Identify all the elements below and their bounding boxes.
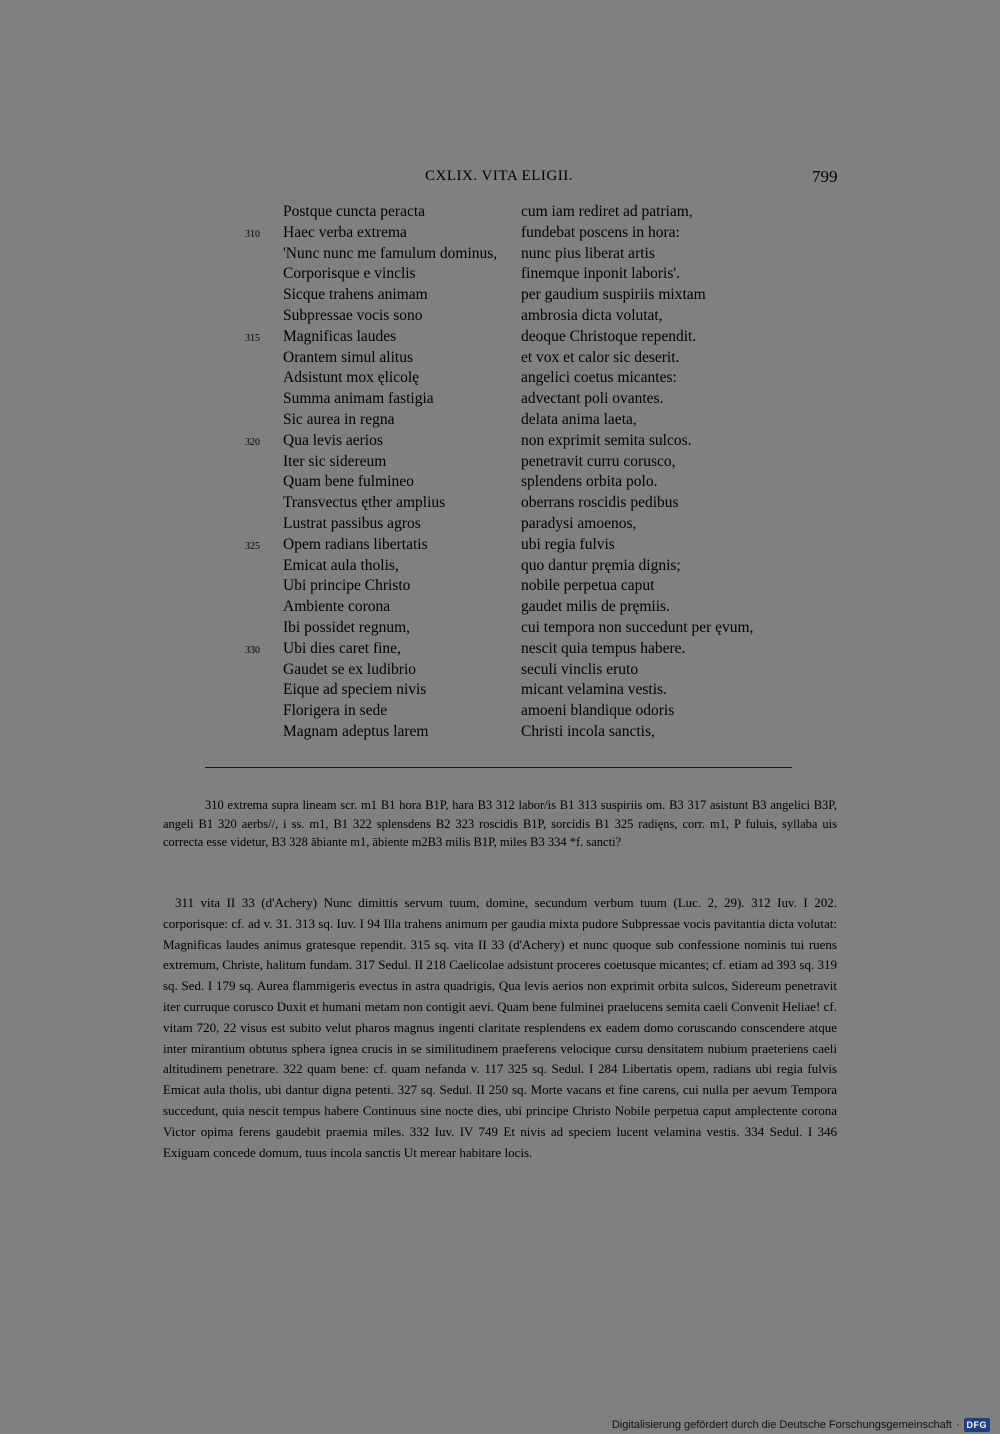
verse-line: [0, 244, 1000, 265]
verse-line: [0, 306, 1000, 327]
second-hemistich: penetravit curru corusco,: [521, 452, 676, 470]
apparatus-criticus: [163, 796, 837, 852]
second-hemistich: splendens orbita polo.: [521, 473, 658, 491]
verse-line: [0, 660, 1000, 681]
apparatus-criticus-text: 310 extrema supra lineam scr. m1 B1 hora B1P, hara B3 312 labor/is B1 313 suspiriis om. B3 317 asistunt B3 angelici B3P, angeli B1 320 aerbs//, i ss. m1, B1 322 splensdens B2 323 roscidis B1P, sorcidis B1 325 radięns, corr. m1, P fuluis, syllaba uis correcta esse videtur, B3 328 ābiante m1, ābiente m2B3 milis B1P, miles B3 334 *f. sancti?: [163, 798, 837, 849]
verse-line: [0, 452, 1000, 473]
first-hemistich: Sic aurea in regna: [283, 410, 395, 428]
second-hemistich: nunc pius liberat artis: [521, 244, 655, 262]
second-hemistich: et vox et calor sic deserit.: [521, 348, 680, 366]
second-hemistich: cum iam rediret ad patriam,: [521, 203, 693, 220]
first-hemistich: 'Nunc nunc me famulum dominus,: [283, 244, 498, 262]
verse-line: [0, 410, 1000, 431]
second-hemistich: ambrosia dicta volutat,: [521, 306, 663, 324]
first-hemistich: Magnificas laudes: [283, 327, 397, 345]
first-hemistich: Eique ad speciem nivis: [283, 681, 427, 699]
first-hemistich: Emicat aula tholis,: [283, 556, 399, 574]
second-hemistich: Christi incola sanctis,: [521, 722, 655, 740]
second-hemistich: micant velamina vestis.: [521, 681, 667, 699]
first-hemistich: Corporisque e vinclis: [283, 265, 416, 283]
funding-footer: [612, 1416, 990, 1434]
verse-line: [0, 535, 1000, 556]
second-hemistich: amoeni blandique odoris: [521, 702, 675, 720]
first-hemistich: Summa animam fastigia: [283, 390, 434, 408]
verse-line: [0, 223, 1000, 244]
funding-text: Digitalisierung gefördert durch die Deutsche Forschungsgemeinschaft: [611, 1419, 952, 1431]
second-hemistich: delata anima laeta,: [521, 410, 637, 428]
page-number: 799: [812, 167, 838, 186]
second-hemistich: nescit quia tempus habere.: [521, 639, 686, 657]
footer-separator: ·: [955, 1419, 960, 1431]
verse-line: [0, 285, 1000, 306]
second-hemistich: deoque Christoque rependit.: [521, 327, 697, 345]
first-hemistich: Quam bene fulmineo: [283, 473, 414, 491]
first-hemistich: Postque cuncta peracta: [283, 203, 426, 220]
first-hemistich: Ambiente corona: [283, 598, 391, 616]
second-hemistich: cui tempora non succedunt per ęvum,: [521, 618, 754, 636]
line-number: 320: [245, 436, 260, 448]
second-hemistich: nobile perpetua caput: [521, 577, 655, 595]
verse-line: [0, 368, 1000, 389]
verse-line: [0, 431, 1000, 452]
first-hemistich: Haec verba extrema: [283, 223, 407, 241]
first-hemistich: Gaudet se ex ludibrio: [283, 660, 417, 678]
verse-line: [0, 264, 1000, 285]
verse-line: [0, 556, 1000, 577]
first-hemistich: Florigera in sede: [283, 702, 388, 720]
running-title: CXLIX. VITA ELIGII.: [425, 168, 573, 184]
second-hemistich: non exprimit semita sulcos.: [521, 431, 692, 449]
second-hemistich: advectant poli ovantes.: [521, 390, 664, 408]
second-hemistich: angelici coetus micantes:: [521, 369, 677, 387]
first-hemistich: Ubi dies caret fine,: [283, 639, 401, 657]
first-hemistich: Magnam adeptus larem: [283, 722, 429, 740]
second-hemistich: ubi regia fulvis: [521, 535, 615, 553]
first-hemistich: Orantem simul alitus: [283, 348, 414, 366]
first-hemistich: Transvectus ęther amplius: [283, 494, 446, 512]
footnote-divider: [205, 767, 792, 768]
first-hemistich: Adsistunt mox ęlicolę: [283, 369, 420, 387]
verse-line: [0, 202, 1000, 223]
first-hemistich: Iter sic sidereum: [283, 452, 387, 470]
verse-line: [0, 639, 1000, 660]
verse-line: [0, 597, 1000, 618]
first-hemistich: Lustrat passibus agros: [283, 514, 421, 532]
line-number: 330: [245, 644, 260, 656]
line-number: 315: [245, 332, 260, 344]
source-notes: [163, 893, 837, 1163]
second-hemistich: quo dantur pręmia dignis;: [521, 556, 681, 574]
second-hemistich: paradysi amoenos,: [521, 514, 637, 532]
second-hemistich: seculi vinclis eruto: [521, 660, 639, 678]
verse-line: [0, 348, 1000, 369]
verse-line: [0, 618, 1000, 639]
first-hemistich: Ibi possidet regnum,: [283, 618, 410, 636]
verse-line: [0, 493, 1000, 514]
verse-line: [0, 514, 1000, 535]
line-number: 310: [245, 228, 260, 240]
verse-line: [0, 701, 1000, 722]
verse-line: [0, 472, 1000, 493]
first-hemistich: Sicque trahens animam: [283, 286, 428, 304]
second-hemistich: gaudet milis de pręmiis.: [521, 598, 670, 616]
second-hemistich: oberrans roscidis pedibus: [521, 494, 679, 512]
verse-line: [0, 680, 1000, 701]
source-notes-text: 311 vita II 33 (d'Achery) Nunc dimittis servum tuum, domine, secundum verbum tuum (Luc. 2, 29). 312 Iuv. I 202. corporisque: cf. ad v. 31. 313 sq. Iuv. I 94 Illa trahens animum per gaudia mixta pudore Subpressae vocis pavitantia dicta volutat: Magnificas laudes animus gratesque rependit. 315 sq. vita II 33 (d'Achery) et nunc quoque sub confessione nominis tui ruens extremum, Christe, halitum fundam. 317 Sedul. II 218 Caelicolae adsistunt proceres coetusque micantes; cf. etiam ad 393 sq. 319 sq. Sed. I 179 sq. Aurea flammigeris evectus in astra quadrigis, Qua levis aerios non exprimit orbita sulcos, Sidereum penetravit iter curruque corusco Duxit et humani metam non contigit aevi. Quam bene fulminei praelucens semita caeli Convenit Heliae! cf. vitam 720, 22 visus est subito velut pharos magnus ingenti claritate resplendens ex eadem domo coruscando conscendere atque inter mirantium obtutus sphera ignea crucis in se similitudinem praeferens velocique cursu densitatem nubium praeteriens caeli altitudinem penetrare. 322 quam bene: cf. quam nefanda v. 117 325 sq. Sedul. I 284 Libertatis opem, radians ubi regia fulvis Emicat aula tholis, ubi dantur digna petenti. 327 sq. Sedul. II 250 sq. Morte vacans et fine carens, cui nulla per aevum Tempora succedunt, quia nescit tempus habere Continuus sine nocte dies, ubi principe Christo Nobile perpetua caput amplectente corona Victor opima ferens gaudebit praemia miles. 332 Iuv. IV 749 Et nivis ad speciem lucent velamina vestis. 334 Sedul. I 346 Exiguam concede domum, tuus incola sanctis Ut merear habitare locis.: [163, 895, 837, 1160]
verse-line: [0, 327, 1000, 348]
first-hemistich: Opem radians libertatis: [283, 535, 428, 553]
second-hemistich: finemque inponit laboris'.: [521, 265, 681, 283]
verse-line: [0, 389, 1000, 410]
page-header: [0, 168, 1000, 188]
dfg-logo: DFG: [964, 1418, 991, 1432]
first-hemistich: Subpressae vocis sono: [283, 306, 423, 324]
second-hemistich: fundebat poscens in hora:: [521, 223, 680, 241]
second-hemistich: per gaudium suspiriis mixtam: [521, 286, 706, 304]
verse-line: [0, 576, 1000, 597]
line-number: 325: [245, 540, 260, 552]
first-hemistich: Qua levis aerios: [283, 431, 383, 449]
verse-line: [0, 722, 1000, 743]
first-hemistich: Ubi principe Christo: [283, 577, 411, 595]
poem-text: [0, 202, 1000, 743]
